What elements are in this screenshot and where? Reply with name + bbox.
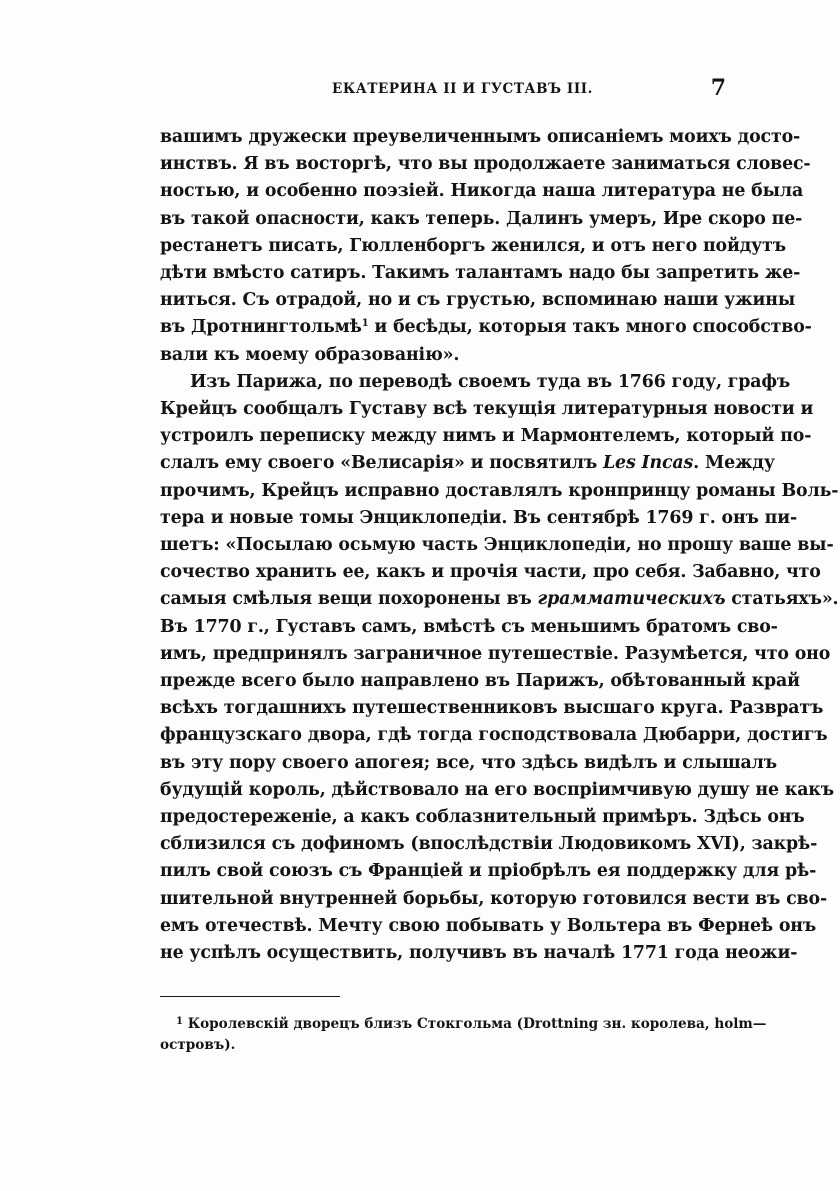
text-line: ниться. Съ отрадой, но и съ грустью, вспоминаю наши ужины [160, 290, 796, 311]
text-line: французскаго двора, гдѣ тогда господствовала Дюбарри, достигъ [160, 725, 828, 746]
text-line: предостереженіе, а какъ соблазнительный примѣръ. Здѣсь онъ [160, 807, 805, 828]
text-line: будущій король, дѣйствовало на его воспріимчивую душу не какъ [160, 779, 834, 800]
text-line: шительной внутренней борьбы, которую готовился вести въ сво- [160, 888, 828, 909]
text-line [160, 314, 812, 341]
text-line: имъ, предпринялъ заграничное путешествіе. Разумѣется, что оно [160, 643, 831, 664]
text-line: устроилъ переписку между нимъ и Мармонтелемъ, который по- [160, 426, 812, 447]
text-line: вали къ моему образованію». [160, 344, 460, 365]
paragraph-first-line: Изъ Парижа, по переводѣ своемъ туда въ 1766 году, графъ [190, 371, 791, 392]
text-line: дѣти вмѣсто сатиръ. Такимъ талантамъ надо бы запретить же- [160, 263, 801, 284]
text-line: не успѣлъ осуществить, получивъ въ началѣ 1771 года неожи- [160, 943, 798, 964]
text-line: сочество хранить ее, какъ и прочія части, про себя. Забавно, что [160, 562, 821, 583]
footnote-marker: 1 [176, 1016, 183, 1027]
text-segment: самыя смѣлыя вещи похоронены въ [160, 589, 538, 610]
text-line: инствъ. Я въ восторгѣ, что вы продолжаете заниматься словес- [160, 154, 811, 175]
text-line [160, 586, 839, 613]
text-line: пилъ свой союзъ съ Франціей и пріобрѣлъ ея поддержку для рѣ- [160, 861, 817, 882]
text-line: всѣхъ тогдашнихъ путешественниковъ высшаго круга. Развратъ [160, 698, 824, 719]
text-line: прочимъ, Крейцъ исправно доставлялъ кронпринцу романы Воль- [160, 480, 839, 501]
footnote [160, 1014, 767, 1056]
text-line: прежде всего было направлено въ Парижъ, обѣтованный край [160, 671, 800, 692]
text-line: Въ 1770 г., Густавъ самъ, вмѣстѣ съ меньшимъ братомъ сво- [160, 616, 778, 637]
text-line: въ эту пору своего апогея; все, что здѣсь видѣлъ и слышалъ [160, 752, 777, 773]
text-segment: статьяхъ». [725, 589, 839, 610]
text-line: въ такой опасности, какъ теперь. Далинъ умеръ, Ире скоро пе- [160, 208, 803, 229]
text-line: ностью, и особенно поэзіей. Никогда наша литература не была [160, 181, 804, 202]
italic-title: Les Incas [602, 453, 694, 474]
text-line: шетъ: «Посылаю осьмую часть Энциклопедіи, но прошу ваше вы- [160, 535, 834, 556]
footnote-reference: 1 [361, 318, 369, 330]
text-line [160, 450, 775, 477]
footnote-line [160, 1014, 767, 1035]
text-segment: слалъ ему своего «Велисарія» и посвятилъ [160, 453, 603, 474]
text-line: Крейцъ сообщалъ Густаву всѣ текущія литературныя новости и [160, 399, 814, 420]
running-head: ЕКАТЕРИНА II И ГУСТАВЪ III. [332, 81, 593, 97]
text-line: вашимъ дружески преувеличеннымъ описаніемъ моихъ досто- [160, 127, 801, 147]
text-line: емъ отечествѣ. Мечту свою побывать у Вольтера въ Фернеѣ онъ [160, 915, 817, 936]
italic-word: грамматическихъ [537, 589, 726, 610]
text-line: сблизился съ дофиномъ (впослѣдствіи Людовикомъ XVI), закрѣ- [160, 834, 818, 855]
text-segment: въ Дротнингтольмѣ [160, 317, 362, 338]
text-segment: . Между [693, 453, 775, 474]
body-text [160, 124, 839, 967]
page-header [160, 77, 730, 101]
text-line: рестанетъ писать, Гюлленборгъ женился, и отъ него пойдутъ [160, 235, 786, 256]
page-number: 7 [710, 75, 726, 101]
footnote-text: Королевскій дворецъ близъ Стокгольма (Drottning зн. королева, holm— [182, 1016, 767, 1032]
text-line: тера и новые томы Энциклопедіи. Въ сентябрѣ 1769 г. онъ пи- [160, 507, 798, 528]
footnote-divider [160, 996, 340, 997]
footnote-line: островъ). [160, 1037, 236, 1053]
text-segment: и бесѣды, которыя такъ много способство- [368, 317, 812, 338]
